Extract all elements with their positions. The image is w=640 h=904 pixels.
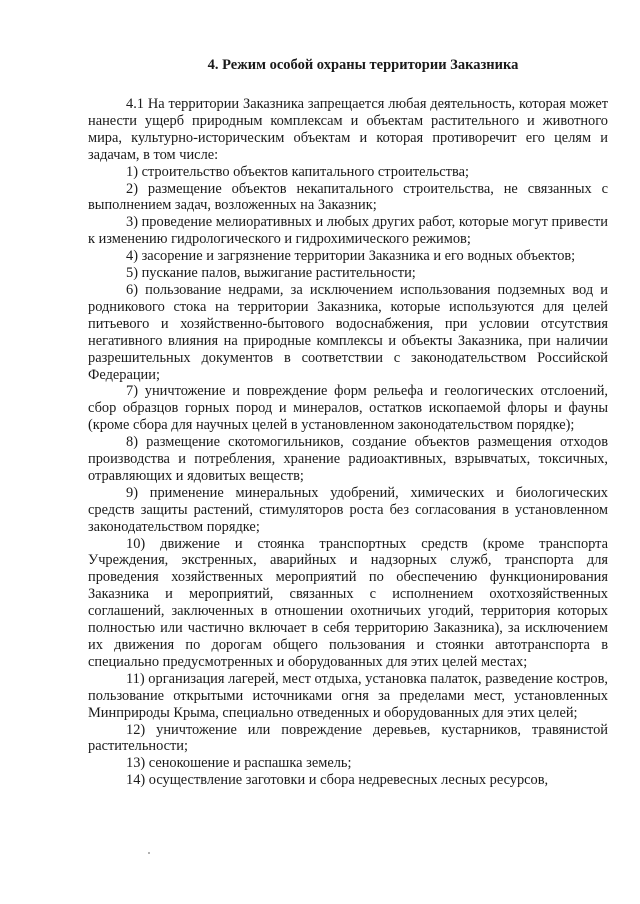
list-item-1: 1) строительство объектов капитального строительства; <box>126 163 469 180</box>
list-item-8: 8) размещение скотомогильников, создание объектов размещения отходов производства и потребления, хранение радиоактивных, взрывчатых, токсичных, отравляющих и ядовитых веществ; <box>88 434 608 484</box>
list-item-11: 11) организация лагерей, мест отдыха, установка палаток, разведение костров, пользование открытыми источниками огня за пределами мест, установленных Минприроды Крыма, специально отведенных и оборудованных для этих целей; <box>88 670 608 721</box>
list-item-5: 5) пускание палов, выжигание растительности; <box>126 265 416 282</box>
list-item-9: 9) применение минеральных удобрений, химических и биологических средств защиты растений, стимуляторов роста без согласования в установленном законодательством порядке; <box>88 484 608 535</box>
list-item-7: 7) уничтожение и повреждение форм рельефа и геологических отслоений, сбор образцов горных пород и минералов, остатков ископаемой флоры и фауны (кроме сбора для научных целей в установленном законодательством порядке); <box>88 383 608 434</box>
section-heading: 4. Режим особой охраны территории Заказника <box>207 57 519 73</box>
list-item-4: 4) засорение и загрязнение территории Заказника и его водных объектов; <box>126 248 576 265</box>
list-item-13: 13) сенокошение и распашка земель; <box>126 755 352 772</box>
paragraph-intro: 4.1 На территории Заказника запрещается любая деятельность, которая может нанести ущерб природным комплексам и объектам растительного и животного мира, культурно-историческим объектам и которая противоречит его целям и задачам, в том числе: <box>88 96 608 163</box>
document-page <box>88 56 608 789</box>
list-item-14: 14) осуществление заготовки и сбора недревесных лесных ресурсов, <box>126 772 549 789</box>
list-item-3: 3) проведение мелиоративных и любых других работ, которые могут привести к изменению гидрологического и гидрохимического режимов; <box>88 214 608 248</box>
scan-speck <box>148 852 150 854</box>
list-item-2: 2) размещение объектов некапитального строительства, не связанных с выполнением задач, возложенных на Заказник; <box>88 180 608 214</box>
list-item-6: 6) пользование недрами, за исключением использования подземных вод и родникового стока на территории Заказника, которые используются для целей питьевого и хозяйственно-бытового водоснабжения, при условии отсутствия негативного влияния на природные комплексы и объекты Заказника, при наличии разрешительных документов в соответствии с законодательством Российской Федерации; <box>88 281 608 383</box>
list-item-12: 12) уничтожение или повреждение деревьев, кустарников, травянистой растительности; <box>88 721 608 755</box>
list-item-10: 10) движение и стоянка транспортных средств (кроме транспорта Учреждения, экстренных, аварийных и надзорных служб, транспорта для проведения хозяйственных мероприятий по обеспечению функционирования Заказника и мероприятий, связанных с исполнением охотхозяйственных соглашений, заключенных в отношении охотничьих угодий, территория которых полностью или частично включает в себя территорию Заказника), за исключением их движения по дорогам общего пользования и стоянки автотранспорта в специально предусмотренных и оборудованных для этих целей местах; <box>88 535 608 670</box>
